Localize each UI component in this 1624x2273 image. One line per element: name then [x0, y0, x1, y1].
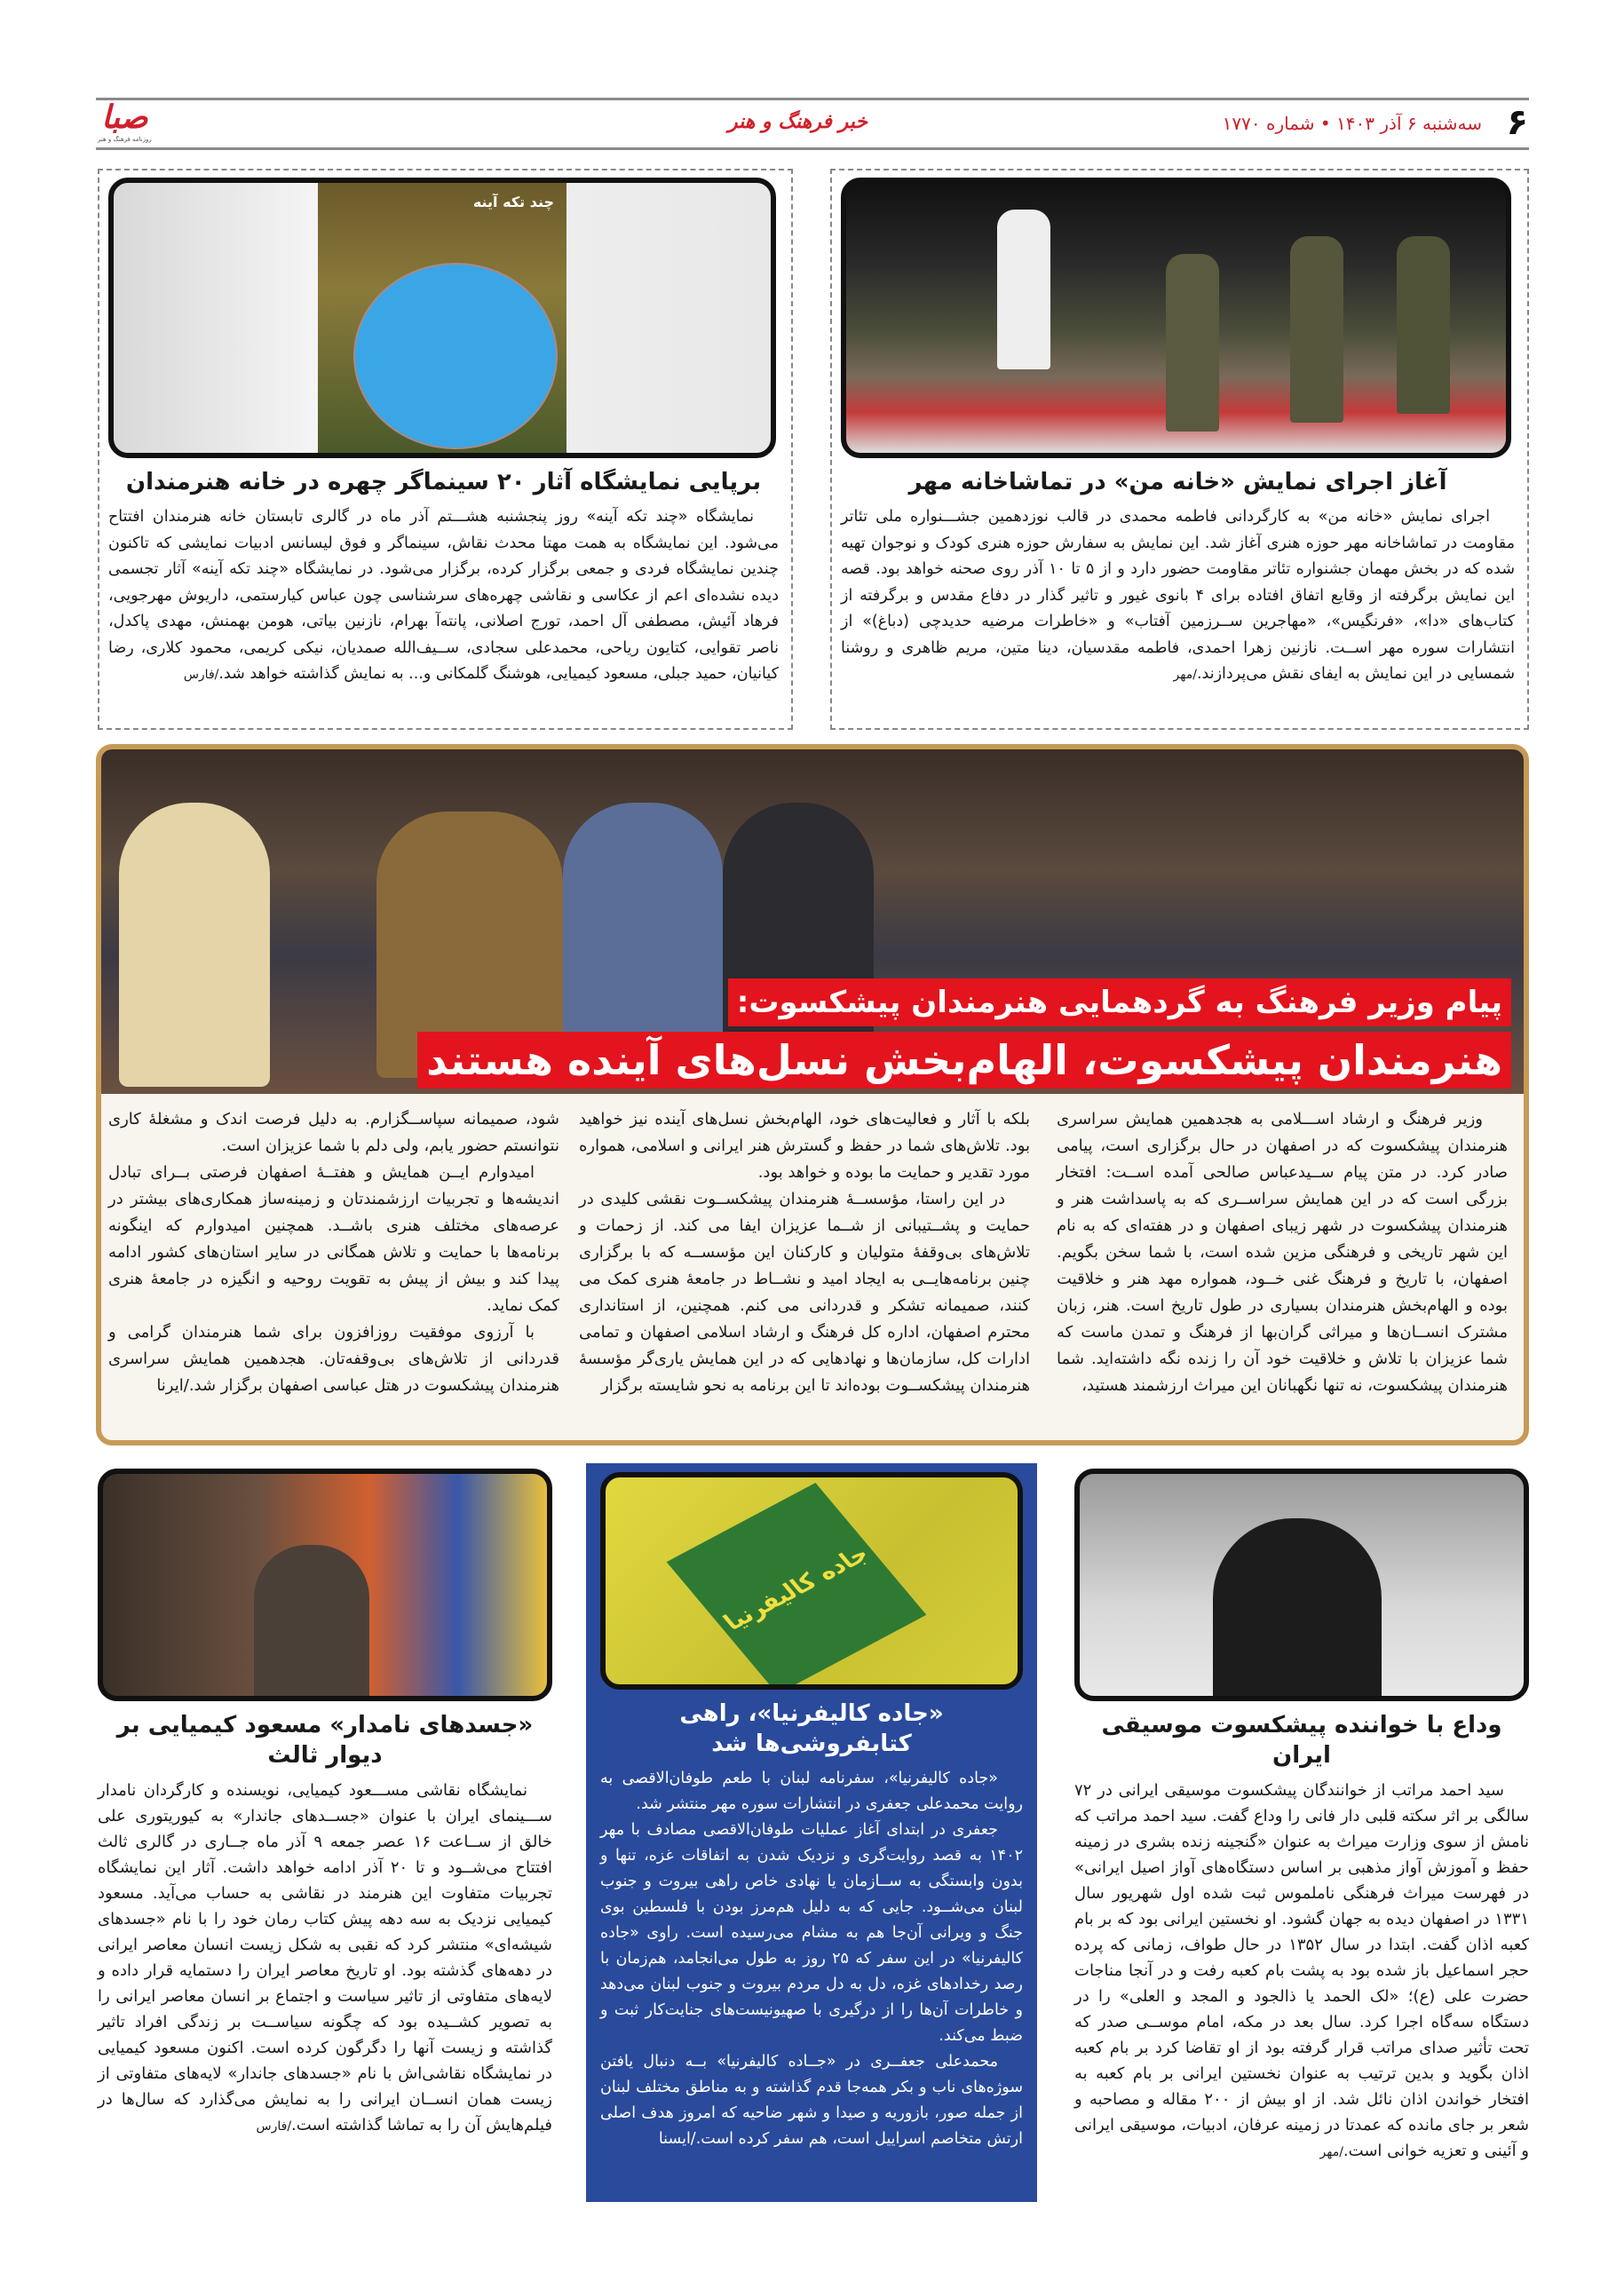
exhibition-body-text: نمایشگاه «چند تکه آینه» روز پنجشنبه هشـــتم آذر ماه در گالری تابستان خانه هنرمندان افتتاح می‌شود. این نمایشگاه به همت مهتا محدث نقاش، سینماگر و فوق لیسانس ادبیات نمایشی که تاکنون چندین نمایشگاه فردی و جمعی برگزار کرده، برگزار می‌شود. در نمایشگاه «چند تکه آینه» آثار تجسمی دیده نشده‌ای اعم از عکاسی و نقاشی چهره‌های سرشناسی چون عباس کیارستمی، داریوش مهرجویی، فرهاد آئیش، مصطفی آل احمد، تورج اصلانی، پانته‌آ بهرام، نازنین بیاتی، هومن بهمنش، مهدی پاکدل، ناصر تقوایی، کتایون ریاحی، محمدعلی سجادی، ســیف‌الله صمدیان، نیکی کریمی، محمود کلاری، رضا کیانیان، حمید جبلی، مسعود کیمیایی، هوشنگ گلمکانی و... به نمایش گذاشته خواهد شد. — [108, 508, 779, 683]
audience-figure — [119, 803, 270, 1087]
paragraph: جعفری در ابتدای آغاز عملیات طوفان‌الاقصی مصادف با مهر ۱۴۰۲ به قصد روایت‌گری و نزدیک شدن به اتفاقات غزه، تنها و بدون وابستگی به ســازمان یا نهادی خاص راهی بیروت و جنوب لبنان می‌شــود. جایی که به دلیل هم‌مرز بودن با فلسطین بوی جنگ و ویرانی آن‌جا هم به مشام می‌رسیده است. راوی «جاده کالیفرنیا» در این سفر که ۲۵ روز به طول می‌انجامد، هم‌زمان با رصد رخدادهای غزه، دل به دل مردم بیروت و جنوب لبنان می‌دهد و خاطرات آن‌ها را از درگیری با صهیونیست‌های جنایت‌کار ثبت و ضبط می‌کند. — [600, 1821, 1023, 2045]
theatre-body — [841, 504, 1515, 689]
logo — [98, 100, 152, 144]
kimiai-body — [98, 1778, 552, 2140]
paragraph: در این راستا، مؤسســهٔ هنرمندان پیشکســوت نقشی کلیدی در حمایت و پشــتیبانی از شــما عزیزان ایفا می کند. از زحمات و تلاش‌های بی‌وقفهٔ متولیان و کارکنان این مؤسســه که با برگزاری چنین برنامه‌هایــی به ایجاد امید و نشــاط در جامعهٔ هنری کمک می کنند، صمیمانه تشکر و قدردانی می کنم. همچنین، از استانداری محترم اصفهان، اداره کل فرهنگ و ارشاد اسلامی اصفهان و تمامی ادارات کل، سازمان‌ها و نهادهایی که در این همایش یاری‌گر مؤسسهٔ هنرمندان پیشکســوت بوده‌اند تا این برنامه به نحو شایسته برگزار — [579, 1190, 1030, 1395]
source-credit: /فارس — [183, 668, 219, 682]
header-bottom-rule — [96, 147, 1529, 150]
poster-caption: چند تکه آینه — [472, 194, 554, 210]
paragraph: محمدعلی جعفــری در «جــاده کالیفرنیا» بــه دنبال یافتن سوژه‌های ناب و بکر همه‌جا قدم گذاشته و به مناطق مختلف لبنان از جمله صور، بازوریه و صیدا و شهر ضاحیه که امروز هدف اصلی ارتش متخاصم اسراییل است، هم سفر کرده است./ایسنا — [600, 2053, 1023, 2148]
feature-column-2 — [579, 1106, 1030, 1399]
header-top-rule — [96, 98, 1529, 100]
singer-figure — [1213, 1518, 1382, 1701]
paragraph: با آرزوی موفقیت روزافزون برای شما هنرمندان گرامی و قدردانی از تلاش‌های بی‌وقفه‌تان. هجدهمین همایش سراسری هنرمندان پیشکسوت در هتل عباسی اصفهان برگزار شد./ایرنا — [108, 1323, 559, 1395]
book-cover-title: جاده کالیفرنیا — [718, 1540, 875, 1636]
performer-figure — [1397, 236, 1450, 414]
logo-text: صبا — [101, 99, 148, 136]
paragraph: شود، صمیمانه سپاســگزارم. به دلیل فرصت اندک و مشغلهٔ کاری نتوانستم حضور یابم، ولی دلم با شما عزیزان است. — [108, 1110, 559, 1155]
singer-body-text: سید احمد مراتب از خوانندگان پیشکسوت موسیقی ایرانی در ۷۲ سالگی بر اثر سکته قلبی دار فانی را وداع گفت. سید احمد مراتب که نامش از سوی وزارت میراث به عنوان «گنجینه زنده بشری در زمینه حفظ و آموزش آواز مذهبی بر اساس دستگاه‌های آواز اصیل ایرانی» در فهرست میراث فرهنگی ناملموس ثبت شده اول شهریور سال ۱۳۳۱ در اصفهان دیده به جهان گشود. او نخستین ایرانی بود که بر بام کعبه اذان گفت. ابتدا در سال ۱۳۵۲ در حال طواف، زمانی که پرده حجر اسماعیل باز شده بود به پشت بام کعبه رفت و در آنجا مناجات حضرت علی (ع)؛ «لک الحمد یا ذالجود و المجد و العلی» را در دستگاه سه‌گاه اجرا کرد. سال بعد در مکه، امام موســی صدر که تحت تأثیر صدای مراتب قرار گرفته بود از او تقاضا کرد بر بام کعبه اذان بگوید و بدین ترتیب به عنوان نخستین ایرانی بر بام کعبه به افتخار خواندن اذان نائل شد. از او بیش از ۲۰۰ مقاله و مصاحبه و شعر بر جای مانده که عمدتا در زمینه عرفان، ادبیات، موسیقی ایرانی و آئینی و تعزیه خوانی است. — [1074, 1781, 1529, 2160]
feature-column-1 — [1057, 1106, 1508, 1399]
book-photo — [600, 1472, 1023, 1690]
theatre-story — [830, 169, 1529, 730]
book-body — [600, 1766, 1023, 2152]
theatre-body-text: اجرای نمایش «خانه من» به کارگردانی فاطمه محمدی در قالب نوزدهمین جشـــنواره ملی تئاتر مقاومت در تماشاخانه مهر حوزه هنری آغاز شد. این نمایش به سفارش حوزه هنری کودک و نوجوان تهیه شده که در بخش مهمان جشنواره تئاتر مقاومت حضور دارد و از ۵ تا ۱۰ آذر روی صحنه خواهد بود. قصه این نمایش برگرفته از وقایع اتفاق افتاده برای ۴ بانوی غیور و تاثیر گذار در دفاع مقدس و برگرفته از کتاب‌های «دا»، «فرنگیس»، «مهاجرین ســرزمین آفتاب» و «خاطرات مرضیه حدیدچی (دباغ)» از انتشارات سوره مهر اســت. نازنین زهرا احمدی، فاطمه مقدسیان، دینا متین، مریم ظاهری و روشنا شمسایی در این نمایش به ایفای نقش می‌پردازند. — [841, 508, 1516, 683]
exhibition-photo — [108, 178, 776, 458]
theatre-photo — [841, 178, 1511, 458]
mirror-shape — [353, 263, 558, 449]
kimiai-photo — [98, 1469, 552, 1701]
performer-figure — [997, 210, 1050, 369]
poster-image — [318, 183, 566, 453]
paragraph: «جاده کالیفرنیا»، سفرنامه لبنان با طعم طوفان‌الاقصی به روایت محمدعلی جعفری در انتشارات سوره مهر منتشر شد. — [600, 1770, 1023, 1813]
paragraph: وزیر فرهنگ و ارشاد اســـلامی به هجدهمین همایش سراسری هنرمندان پیشکسوت که در اصفهان در حال برگزاری است، پیامی صادر کرد. در متن پیام ســیدعباس صالحی آمده اســت: افتخار بزرگی است که در این همایش سراســری که به پاسداشت هنر و هنرمندان پیشکسوت در شهر زیبای اصفهان و در هفته‌ای که به نام این شهر تاریخی و فرهنگی مزین شده است، با شما سخن بگویم. اصفهان، با تاریخ و فرهنگ غنی خــود، همواره مهد هنر و خلاقیت بوده و الهام‌بخش هنرمندان بسیاری در طول تاریخ است. هنر، زبان مشترک انســان‌ها و میراثی گران‌بها از فرهنگ و تمدن ماست که شما عزیزان با تلاش و خلاقیت خود آن را زنده نگه داشته‌اید. شما هنرمندان پیشکسوت، نه تنها نگهبانان این میراث ارزشمند هستید، — [1057, 1110, 1508, 1395]
singer-story — [1074, 1469, 1529, 2250]
paragraph: امیدوارم ایــن همایش و هفتــهٔ اصفهان فرصتی بــرای تبادل اندیشه‌ها و تجربیات ارزشمندتان و زمینه‌ساز همکاری‌های بیشتر در عرصه‌های مختلف هنری باشــد. همچنین امیدوارم که اینگونه برنامه‌ها با حمایت و تلاش همگانی در سایر استان‌های کشور ادامه پیدا کند و بیش از پیش به تقویت روحیه و انگیزه در جامعهٔ هنری کمک نماید. — [108, 1163, 559, 1315]
kimiai-body-text: نمایشگاه نقاشی مســـعود کیمیایی، نویسنده و کارگردان نامدار ســـینمای ایران با عنوان «جســدهای جاندار» به کیوریتوری علی خالق از ســاعت ۱۶ عصر جمعه ۹ آذر ماه جــاری در گالری ثالث افتتاح می‌شــود و تا ۲۰ آذر ادامه خواهد داشت. آثار این نمایشگاه تجربیات متفاوت این هنرمند در نقاشی به حساب می‌آید. مسعود کیمیایی نزدیک به سه دهه پیش کتاب رمان خود را با نام «جسدهای شیشه‌ای» منتشر کرد که نقبی به شکل زیست انسان معاصر ایرانی در دهه‌های گذشته بود. او تاریخ معاصر ایران را دستمایه قرار داده و لایه‌های متفاوتی از تاثیر سیاست و اجتماع بر انسان معاصر ایرانی را به تصویر کشــیده بود که چگونه سیاســت بر زندگی افراد تاثیر گذاشته و زیست آنها را دگرگون کرده است. اکنون مسعود کیمیایی در نمایشگاه نقاشی‌اش با نام «جسدهای جاندار» لایه‌های متفاوتی از زیست همان انســان ایرانی را به نمایش می‌گذارد که سال‌ها در فیلم‌هایش آن را به تماشا گذاشته است. — [98, 1781, 553, 2134]
feature-column-3 — [108, 1106, 559, 1399]
kimiai-headline: «جسدهای نامدار» مسعود کیمیایی بر دیوار ثالث — [116, 1712, 534, 1769]
logo-tagline: روزنامه فرهنگ و هنر — [98, 136, 152, 143]
singer-body — [1074, 1778, 1529, 2166]
feature-kicker: پیام وزیر فرهنگ به گردهمایی هنرمندان پیشکسوت: — [728, 978, 1511, 1026]
book-story — [586, 1463, 1037, 2202]
feature-story — [96, 744, 1529, 1445]
performer-figure — [1166, 254, 1219, 432]
issue-date: سه‌شنبه ۶ آذر ۱۴۰۳ • شماره ۱۷۷۰ — [1222, 113, 1482, 134]
performer-figure — [1290, 236, 1343, 423]
source-credit: /مهر — [1319, 2145, 1343, 2159]
exhibition-body — [108, 504, 779, 689]
feature-headline: هنرمندان پیشکسوت، الهام‌بخش نسل‌های آینده هستند — [417, 1032, 1511, 1089]
kimiai-story — [98, 1469, 552, 2250]
book-headline: «جاده کالیفرنیا»، راهی کتابفروشی‌ها شد — [679, 1700, 944, 1757]
exhibition-headline: برپایی نمایشگاه آثار ۲۰ سینماگر چهره در خانه هنرمندان — [125, 469, 762, 495]
page-number: ۶ — [1506, 102, 1528, 143]
exhibition-story — [98, 169, 793, 730]
book-cover — [667, 1483, 927, 1690]
paragraph: بلکه با آثار و فعالیت‌های خود، الهام‌بخش نسل‌های آینده نیز خواهید بود. تلاش‌های شما در حفظ و گسترش هنر ایرانی و اسلامی، همواره مورد تقدیر و حمایت ما بوده و خواهد بود. — [579, 1110, 1030, 1182]
singer-photo — [1074, 1469, 1529, 1701]
artist-figure — [254, 1545, 369, 1701]
theatre-headline: آغاز اجرای نمایش «خانه من» در تماشاخانه مهر — [908, 469, 1447, 495]
source-credit: /فارس — [256, 2119, 292, 2134]
singer-headline: وداع با خواننده پیشکسوت موسیقی ایران — [1101, 1712, 1502, 1769]
source-credit: /مهر — [1173, 668, 1197, 682]
section-title: خبر فرهنگ و هنر — [728, 111, 867, 133]
